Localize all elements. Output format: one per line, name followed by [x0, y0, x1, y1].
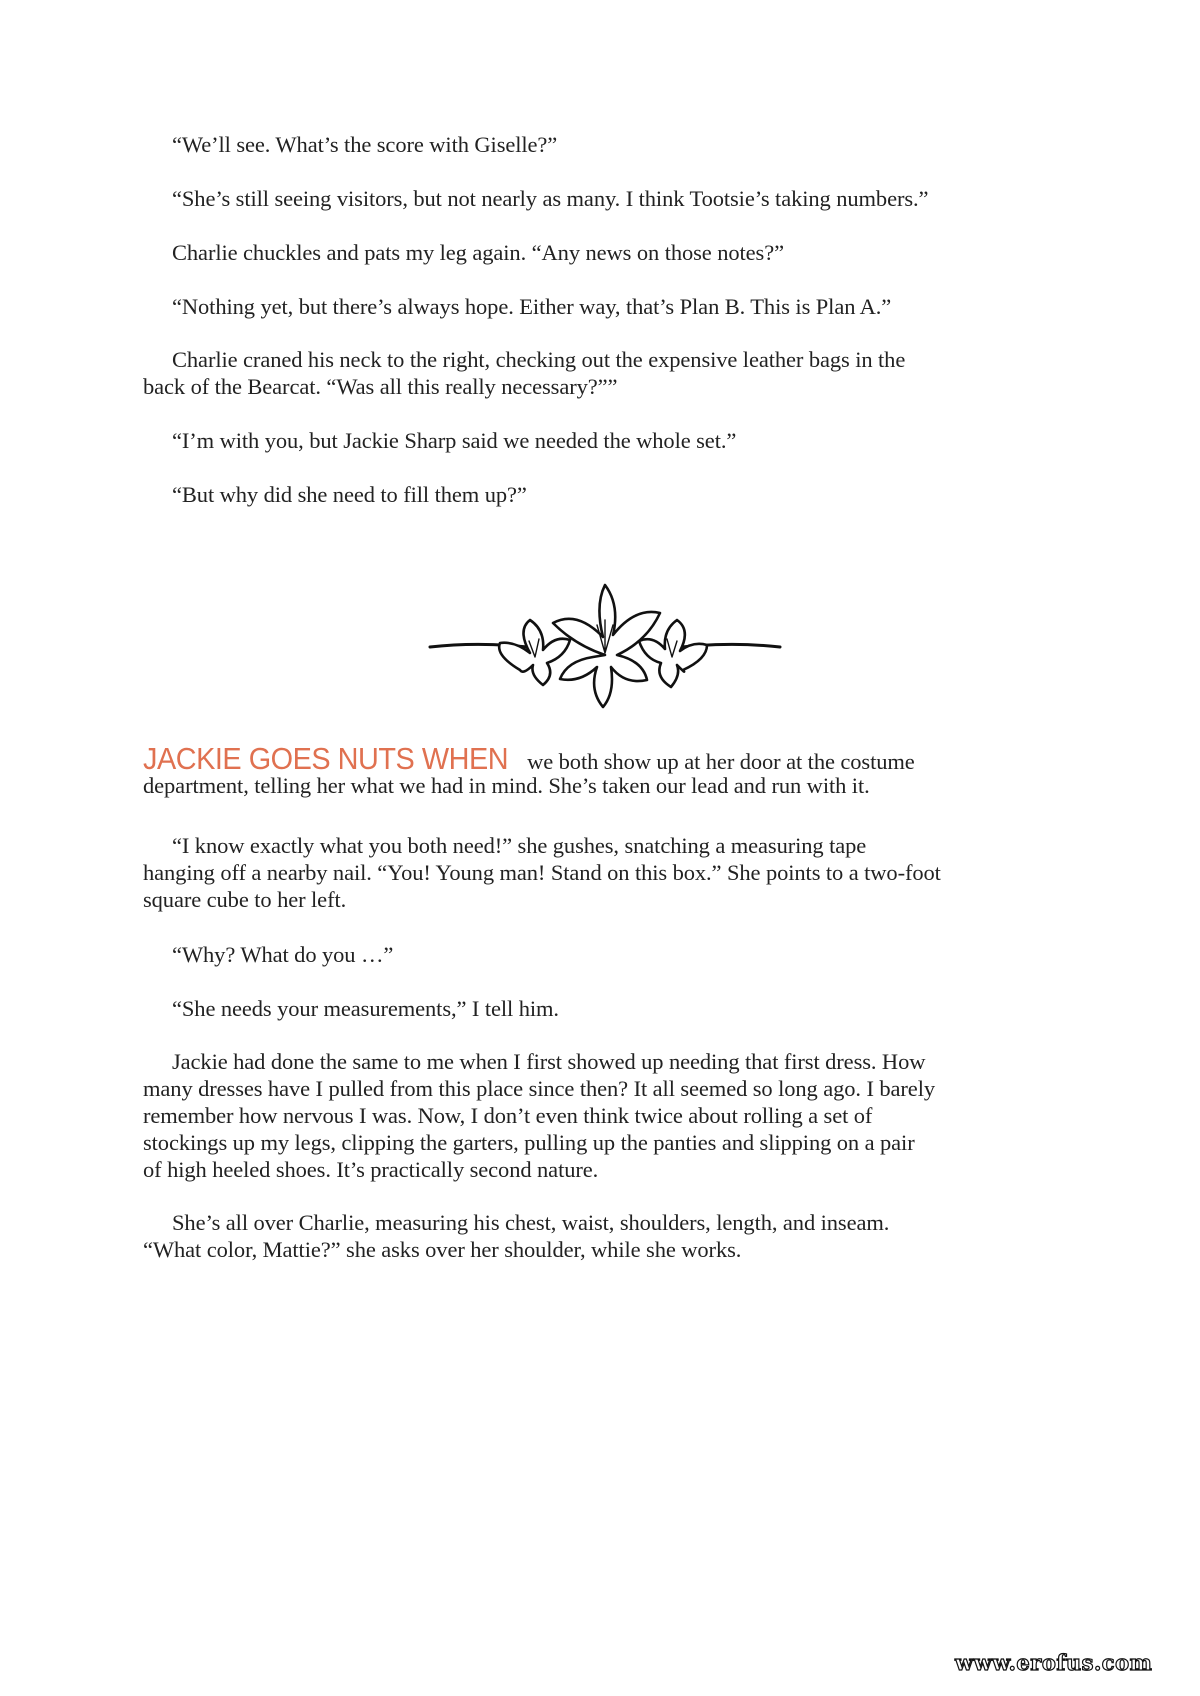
paragraph: [143, 941, 1068, 968]
text-line: remember how nervous I was. Now, I don’t even think twice about rolling a set of: [143, 1103, 873, 1128]
paragraph: [143, 995, 1068, 1022]
text-line: “What color, Mattie?” she asks over her shoulder, while she works.: [143, 1237, 742, 1262]
paragraph: [143, 1209, 1068, 1263]
paragraph: [143, 131, 1068, 158]
paragraph: [143, 239, 1068, 266]
text-line: “I know exactly what you both need!” she gushes, snatching a measuring tape: [172, 833, 867, 858]
text-line: “She’s still seeing visitors, but not nearly as many. I think Tootsie’s taking numbers.”: [172, 186, 929, 211]
text-line: “Why? What do you …”: [172, 942, 394, 967]
text-line: “We’ll see. What’s the score with Giselle?”: [172, 132, 558, 157]
text-line: Charlie chuckles and pats my leg again. “Any news on those notes?”: [172, 240, 784, 265]
text-line: many dresses have I pulled from this place since then? It all seemed so long ago. I barely: [143, 1076, 935, 1101]
paragraph: [143, 293, 1068, 320]
chapter-lead-in: JACKIE GOES NUTS WHEN: [143, 741, 509, 776]
paragraph: [143, 346, 1068, 400]
text-line: She’s all over Charlie, measuring his chest, waist, shoulders, length, and inseam.: [172, 1210, 890, 1235]
text-line: of high heeled shoes. It’s practically second nature.: [143, 1157, 599, 1182]
paragraph: [143, 832, 1068, 913]
text-line: hanging off a nearby nail. “You! Young man! Stand on this box.” She points to a two-foot: [143, 860, 941, 885]
paragraph: [143, 481, 1068, 508]
text-line: [143, 741, 1068, 776]
text-line: “Nothing yet, but there’s always hope. Either way, that’s Plan B. This is Plan A.”: [172, 294, 892, 319]
lily-flower-ornament-icon: [425, 575, 785, 715]
paragraph: [143, 185, 1068, 212]
text-line: stockings up my legs, clipping the garters, pulling up the panties and slipping on a pair: [143, 1130, 915, 1155]
text-line: “I’m with you, but Jackie Sharp said we needed the whole set.”: [172, 428, 737, 453]
text-line: department, telling her what we had in mind. She’s taken our lead and run with it.: [143, 773, 870, 798]
text-line: back of the Bearcat. “Was all this really necessary?””: [143, 374, 618, 399]
text-line: “She needs your measurements,” I tell him.: [172, 996, 559, 1021]
watermark: www.erofus.com: [955, 1650, 1153, 1675]
paragraph: [143, 1048, 1068, 1183]
text-line: square cube to her left.: [143, 887, 347, 912]
text-line: “But why did she need to fill them up?”: [172, 482, 527, 507]
lead-in-continuation: we both show up at her door at the costume: [527, 749, 915, 774]
paragraph: [143, 427, 1068, 454]
chapter-opening: [143, 741, 1068, 799]
text-line: Charlie craned his neck to the right, checking out the expensive leather bags in the: [172, 347, 906, 372]
text-line: Jackie had done the same to me when I first showed up needing that first dress. How: [172, 1049, 926, 1074]
